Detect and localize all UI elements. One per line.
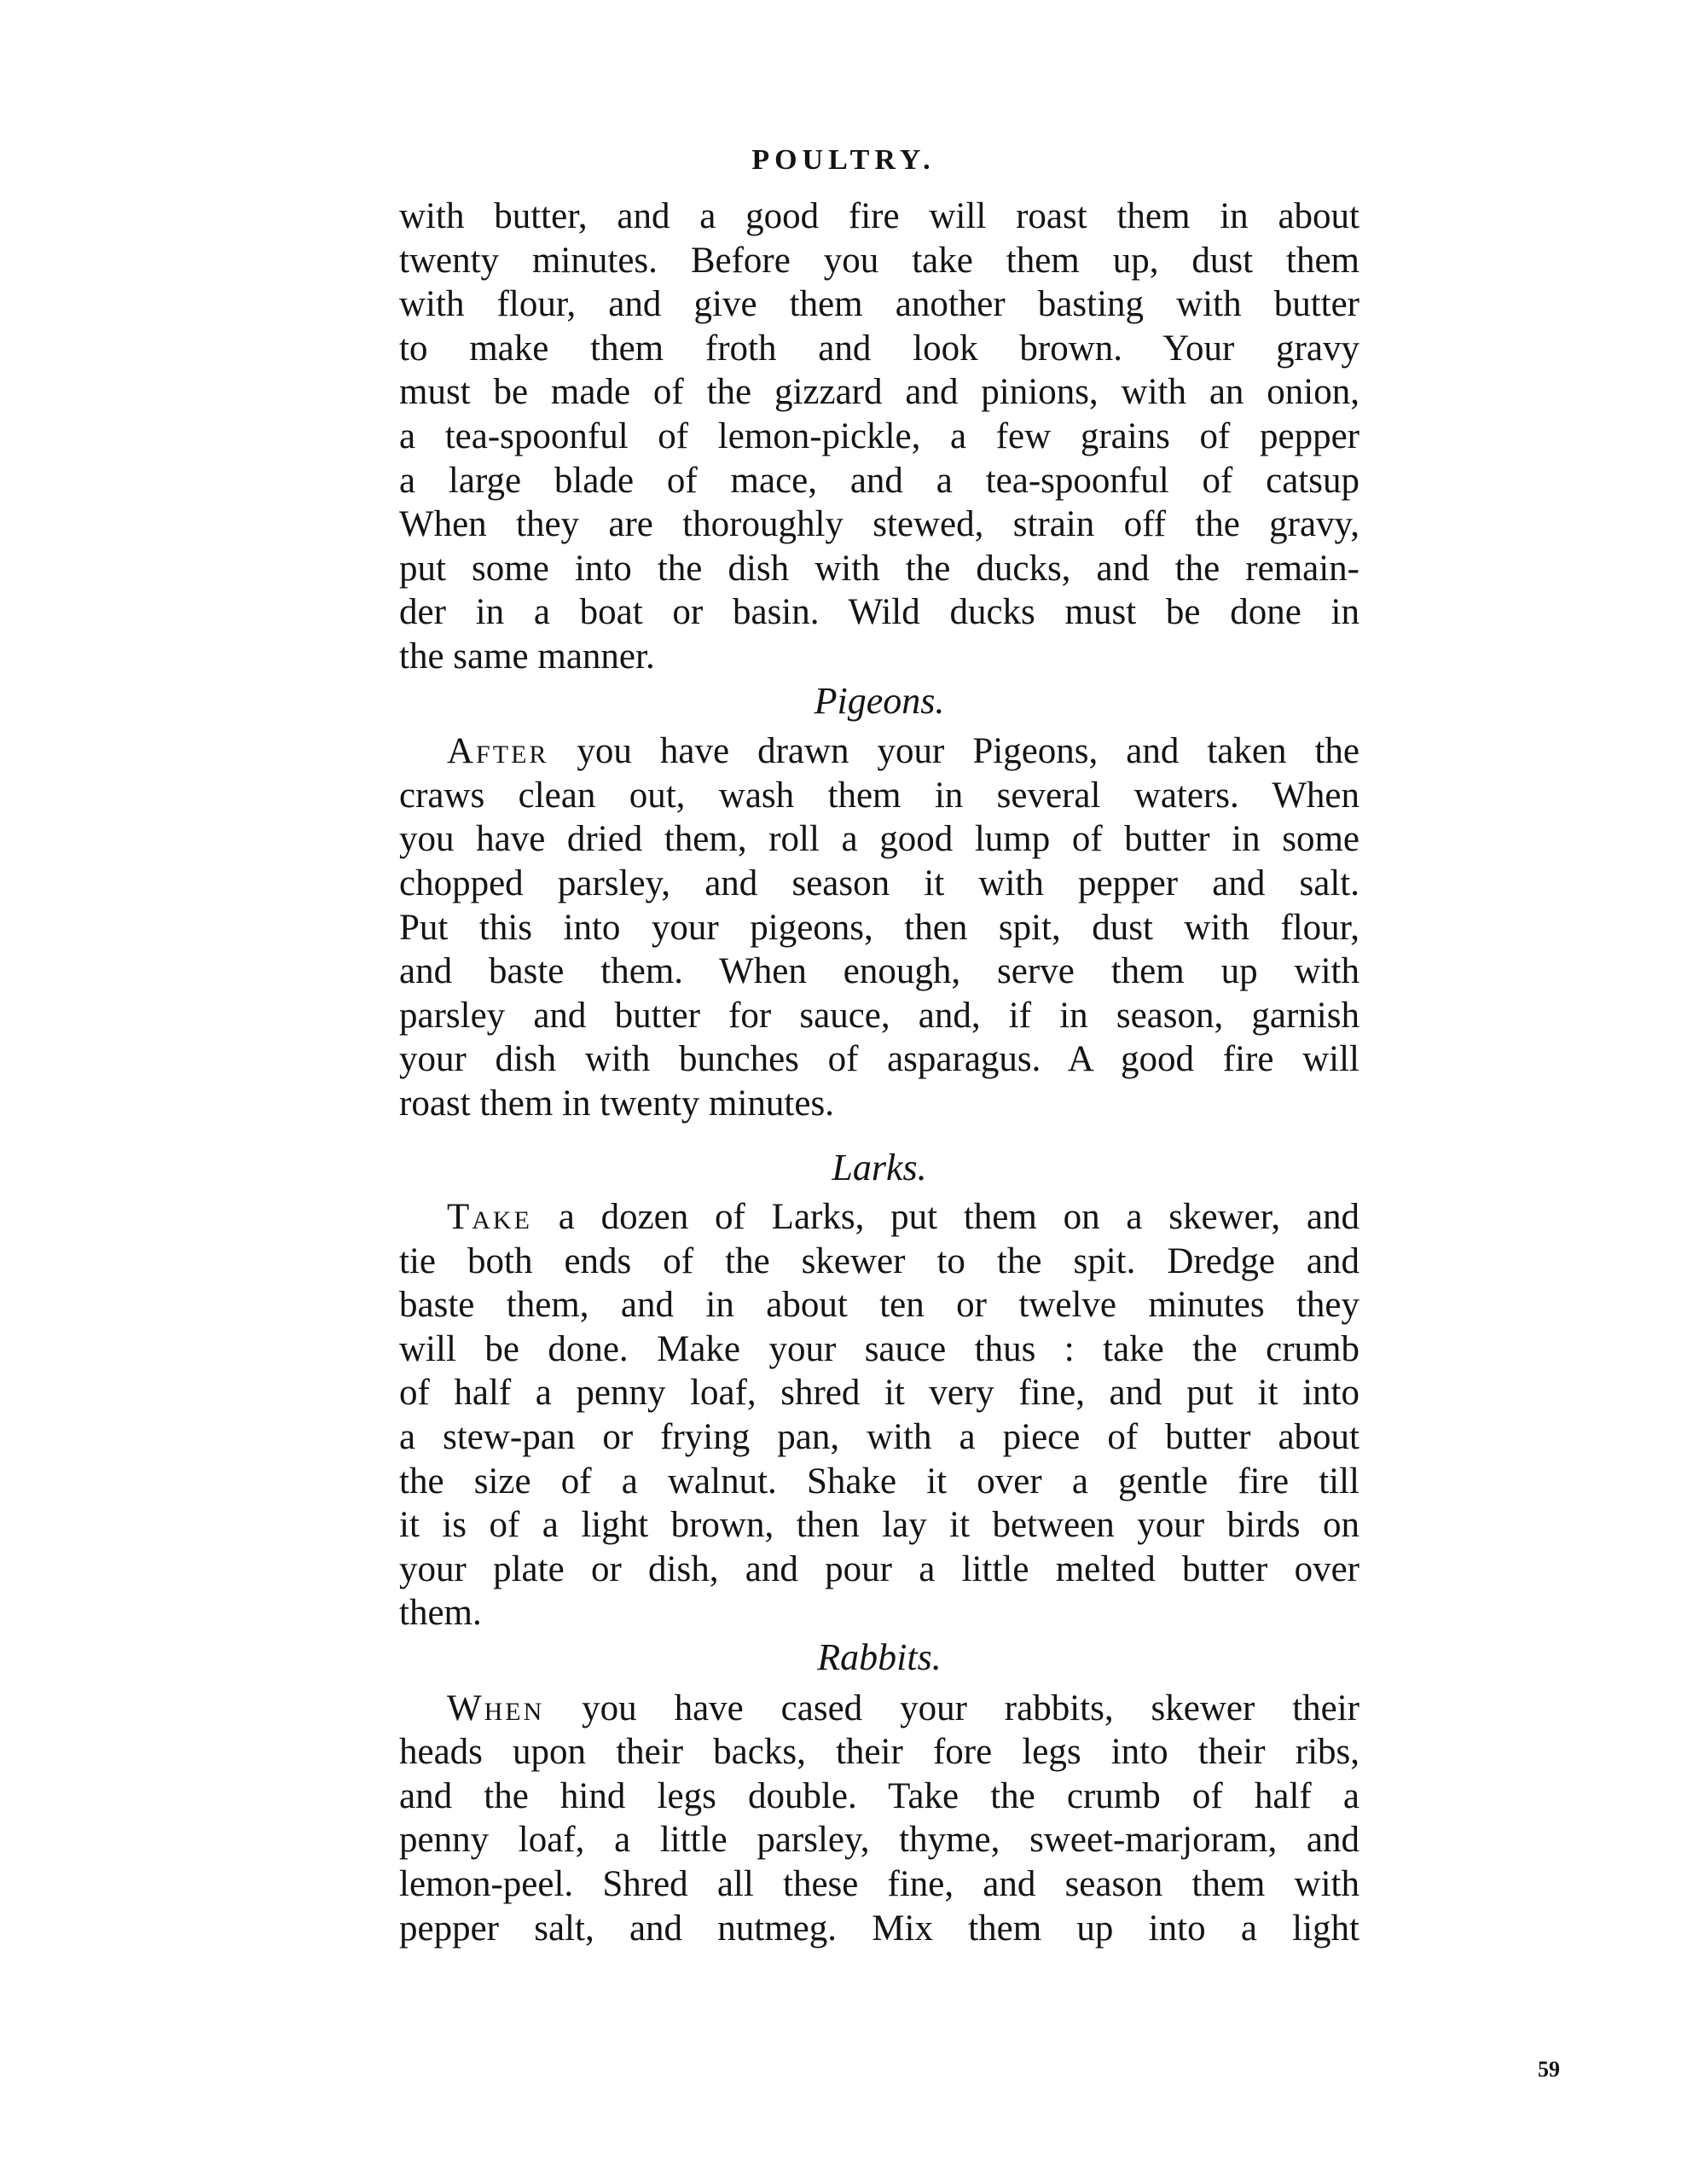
text-line: the size of a walnut. Shake it over a gentle fire till bbox=[399, 1461, 1359, 1502]
lead-word: Take bbox=[447, 1197, 532, 1238]
text-line: heads upon their backs, their fore legs into their ribs, bbox=[399, 1732, 1359, 1773]
text-line: chopped parsley, and season it with pepper and salt. bbox=[399, 863, 1359, 903]
text-line: penny loaf, a little parsley, thyme, sweet-marjoram, and bbox=[399, 1820, 1359, 1861]
text-line: must be made of the gizzard and pinions, with an onion, bbox=[399, 372, 1359, 413]
lead-word: When bbox=[447, 1687, 545, 1728]
text-line: the same manner. bbox=[399, 636, 655, 677]
text-line: craws clean out, wash them in several waters. When bbox=[399, 775, 1359, 816]
text-line: pepper salt, and nutmeg. Mix them up into a light bbox=[399, 1908, 1359, 1949]
section-heading: Rabbits. bbox=[817, 1636, 942, 1678]
lead-word: After bbox=[447, 731, 549, 772]
text-line bbox=[399, 729, 1359, 774]
text-line: tie both ends of the skewer to the spit. Dredge and bbox=[399, 1240, 1359, 1281]
line-text: you have cased your rabbits, skewer their bbox=[544, 1687, 1359, 1728]
text-line: Put this into your pigeons, then spit, dust with flour, bbox=[399, 907, 1359, 948]
text-line: baste them, and in about ten or twelve minutes they bbox=[399, 1285, 1359, 1326]
text-line: parsley and butter for sauce, and, if in season, garnish bbox=[399, 995, 1359, 1036]
text-line: put some into the dish with the ducks, and the remain- bbox=[399, 548, 1359, 589]
text-block bbox=[399, 195, 1359, 1950]
text-line: When they are thoroughly stewed, strain off the gravy, bbox=[399, 504, 1359, 545]
text-line: your plate or dish, and pour a little melted butter over bbox=[399, 1548, 1359, 1589]
intro-paragraph bbox=[399, 195, 1359, 679]
text-line: your dish with bunches of asparagus. A good fire will bbox=[399, 1039, 1359, 1080]
text-line: and the hind legs double. Take the crumb of half a bbox=[399, 1775, 1359, 1816]
section-larks bbox=[399, 1146, 1359, 1635]
text-line: will be done. Make your sauce thus : take the crumb bbox=[399, 1328, 1359, 1369]
text-line: lemon-peel. Shred all these fine, and season them with bbox=[399, 1863, 1359, 1904]
text-line: a stew-pan or frying pan, with a piece of butter about bbox=[399, 1417, 1359, 1458]
running-head: POULTRY. bbox=[751, 144, 936, 176]
text-line: a large blade of mace, and a tea-spoonful of catsup bbox=[399, 460, 1359, 501]
text-line: with flour, and give them another basting with butter bbox=[399, 284, 1359, 325]
text-line: and baste them. When enough, serve them up with bbox=[399, 951, 1359, 992]
text-line: a tea-spoonful of lemon-pickle, a few grains of pepper bbox=[399, 415, 1359, 456]
section-pigeons bbox=[399, 679, 1359, 1126]
text-line bbox=[399, 1195, 1359, 1240]
text-line: them. bbox=[399, 1593, 482, 1634]
line-text: a dozen of Larks, put them on a skewer, and bbox=[531, 1197, 1359, 1238]
section-heading: Pigeons. bbox=[814, 679, 945, 722]
page-number: 59 bbox=[1538, 2057, 1560, 2082]
section-rabbits bbox=[399, 1635, 1359, 1950]
text-line: roast them in twenty minutes. bbox=[399, 1083, 834, 1124]
text-line bbox=[399, 1687, 1359, 1731]
text-line: with butter, and a good fire will roast them in about bbox=[399, 196, 1359, 236]
text-line: der in a boat or basin. Wild ducks must be done in bbox=[399, 592, 1359, 633]
line-text: you have drawn your Pigeons, and taken the bbox=[548, 731, 1359, 772]
text-line: of half a penny loaf, shred it very fine, and put it into bbox=[399, 1373, 1359, 1414]
text-line: it is of a light brown, then lay it between your birds on bbox=[399, 1505, 1359, 1546]
text-line: you have dried them, roll a good lump of butter in some bbox=[399, 819, 1359, 860]
section-heading: Larks. bbox=[832, 1147, 927, 1189]
text-line: to make them froth and look brown. Your gravy bbox=[399, 328, 1359, 369]
text-line: twenty minutes. Before you take them up, dust them bbox=[399, 240, 1359, 281]
